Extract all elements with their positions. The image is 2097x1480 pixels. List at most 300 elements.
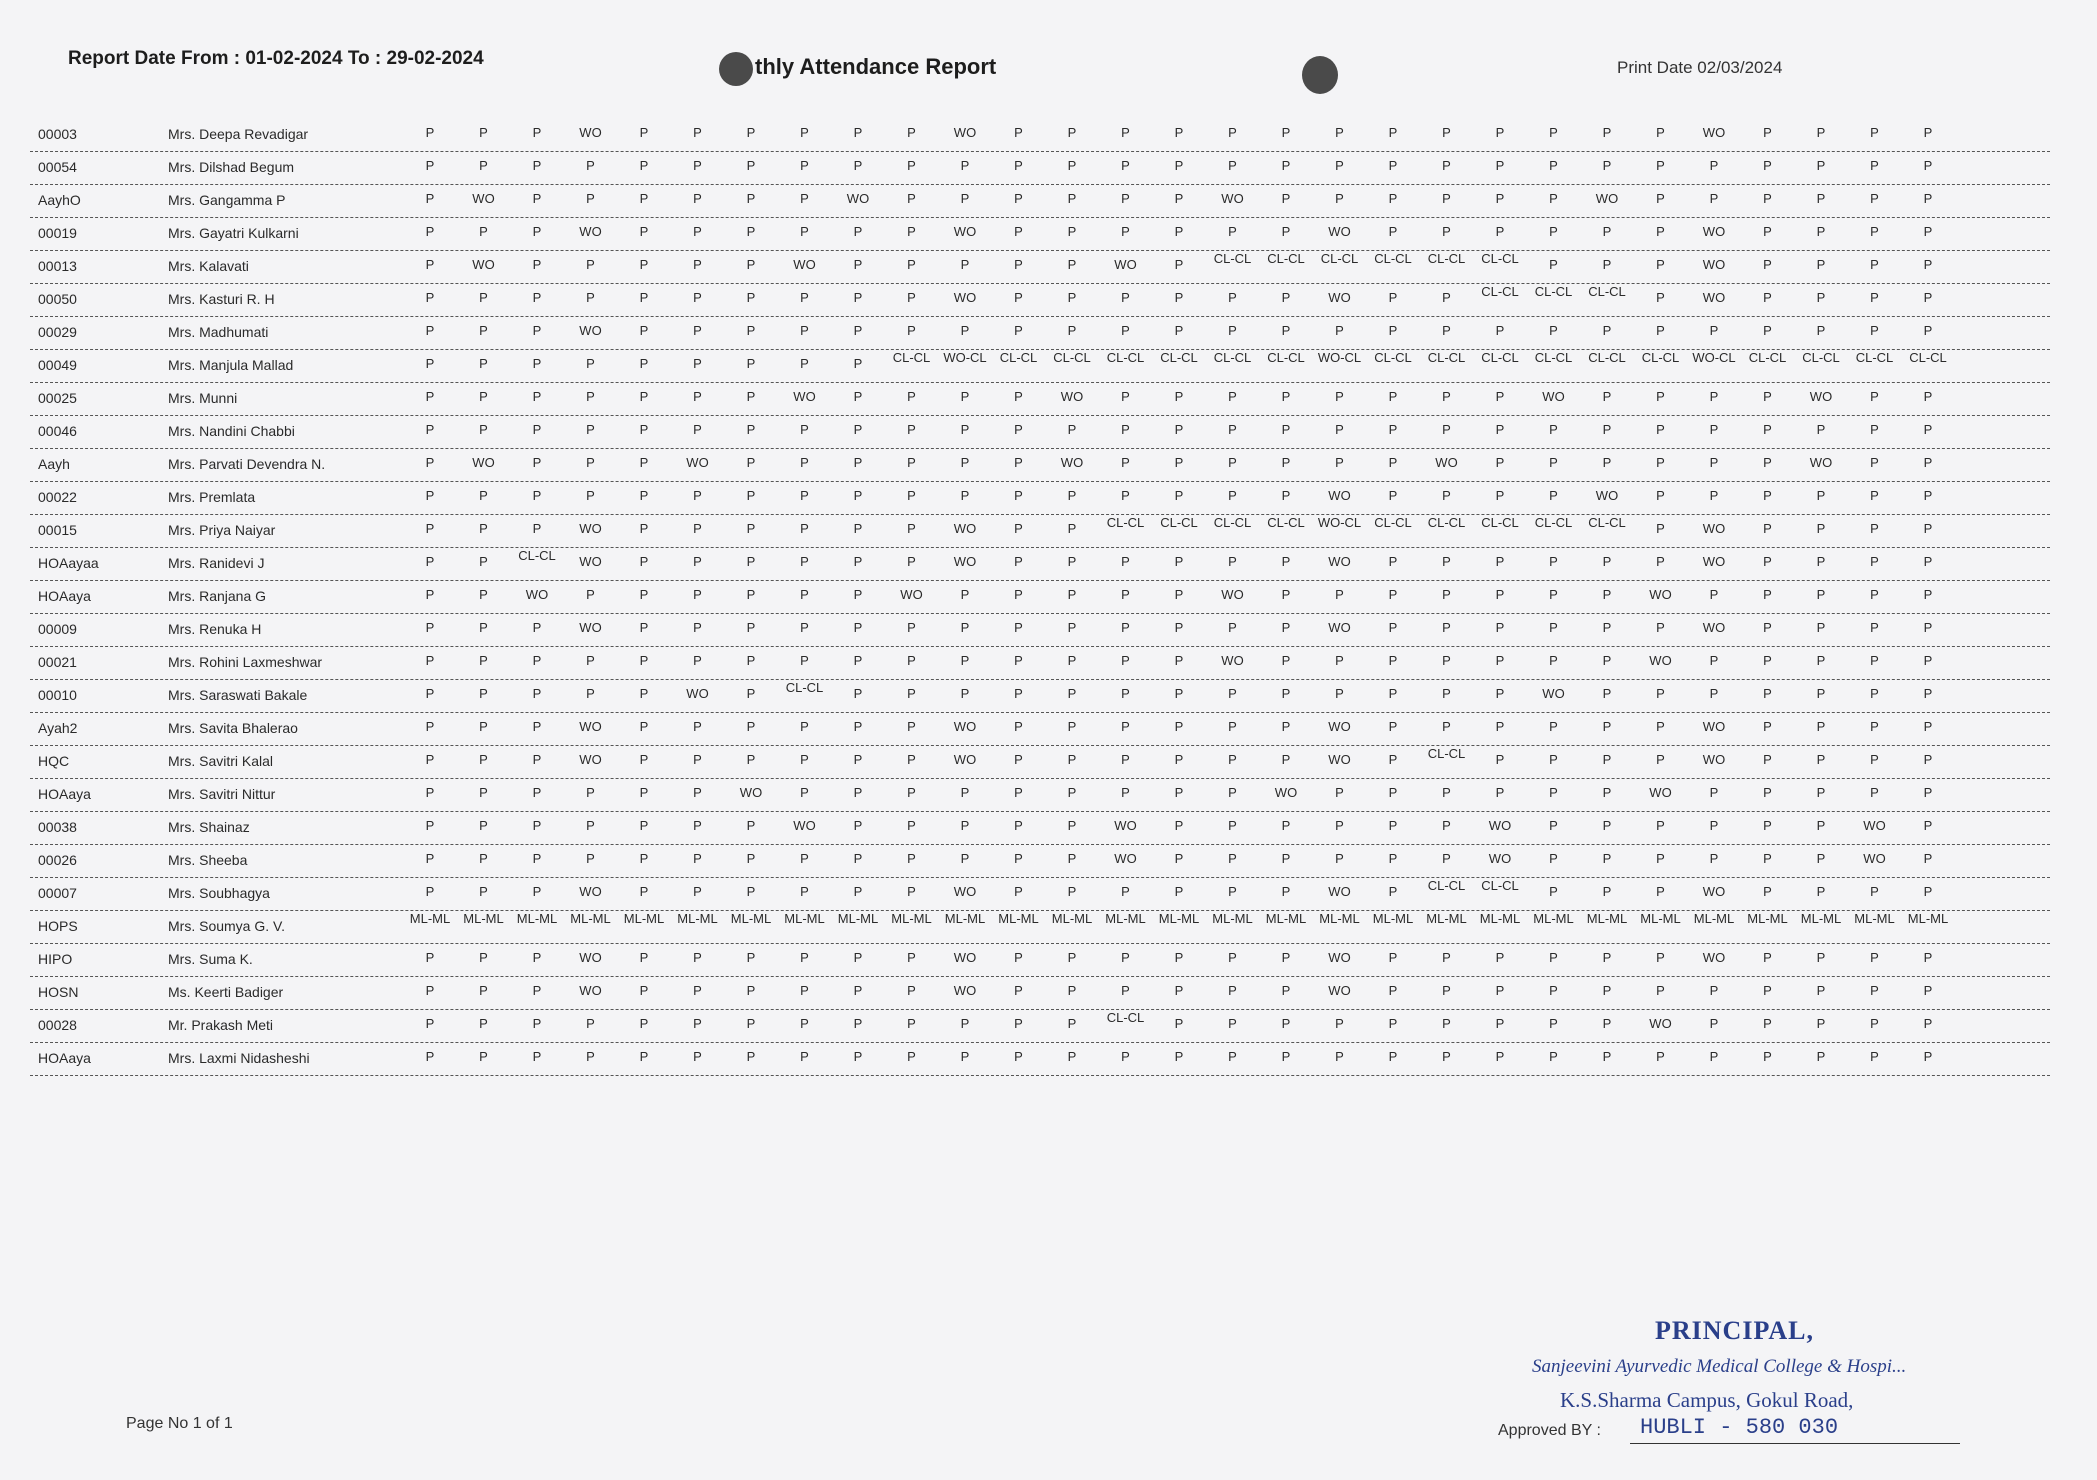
table-row — [30, 316, 2050, 350]
attendance-cell: P — [853, 488, 863, 503]
attendance-cell: P — [1602, 587, 1612, 602]
attendance-cell: P — [1602, 323, 1612, 338]
attendance-cell: WO-CL — [943, 350, 987, 365]
attendance-cell: P — [1870, 983, 1879, 998]
attendance-cell: P — [907, 224, 916, 239]
attendance-cell: P — [907, 389, 916, 404]
attendance-cell: P — [1923, 389, 1933, 404]
attendance-cell: P — [1495, 488, 1505, 503]
attendance-cell: P — [1067, 1016, 1077, 1031]
attendance-cell: P — [1121, 224, 1130, 239]
attendance-cell: P — [1121, 653, 1130, 668]
attendance-cell: P — [1549, 950, 1558, 965]
attendance-cell: P — [1656, 521, 1665, 536]
attendance-cell: CL-CL — [1267, 515, 1305, 530]
attendance-cell: P — [693, 488, 702, 503]
attendance-cell: P — [746, 521, 756, 536]
attendance-cell: CL-CL — [1106, 350, 1145, 365]
attendance-cell: CL-CL — [1374, 350, 1412, 365]
employee-code: 00025 — [38, 390, 77, 406]
attendance-cell: P — [1174, 389, 1184, 404]
attendance-cell: ML-ML — [1640, 911, 1681, 926]
attendance-cell: P — [1014, 587, 1023, 602]
attendance-cell: P — [1923, 983, 1933, 998]
attendance-cell: P — [1923, 191, 1933, 206]
attendance-cell: P — [1442, 488, 1451, 503]
attendance-cell: WO — [1542, 389, 1565, 404]
attendance-cell: P — [1067, 290, 1077, 305]
attendance-cell: P — [586, 851, 595, 866]
attendance-cell: P — [1388, 455, 1398, 470]
attendance-cell: WO — [953, 950, 977, 965]
attendance-cell: P — [1923, 455, 1933, 470]
attendance-cell: P — [1816, 521, 1826, 536]
attendance-cell: CL-CL — [1427, 251, 1466, 266]
employee-code: 00046 — [38, 423, 77, 439]
attendance-cell: P — [1602, 950, 1612, 965]
attendance-cell: P — [746, 851, 756, 866]
attendance-cell: ML-ML — [1319, 911, 1360, 926]
attendance-cell: P — [1281, 191, 1291, 206]
attendance-cell: WO — [1060, 389, 1084, 404]
attendance-cell: P — [586, 488, 595, 503]
attendance-cell: P — [1442, 620, 1451, 635]
attendance-cell: P — [639, 851, 649, 866]
attendance-cell: P — [1602, 554, 1612, 569]
table-row — [30, 448, 2050, 482]
attendance-cell: P — [532, 950, 542, 965]
table-row — [30, 1042, 2050, 1076]
attendance-cell: P — [1602, 719, 1612, 734]
attendance-cell: P — [1816, 125, 1826, 140]
attendance-cell: P — [1763, 620, 1772, 635]
attendance-cell: P — [532, 851, 542, 866]
attendance-cell: P — [479, 323, 488, 338]
attendance-cell: P — [1602, 620, 1612, 635]
attendance-cell: CL-CL — [1427, 746, 1466, 761]
attendance-cell: P — [479, 851, 488, 866]
employee-name: Mrs. Kalavati — [168, 258, 249, 274]
attendance-cell: P — [853, 455, 863, 470]
attendance-cell: P — [800, 158, 809, 173]
attendance-cell: CL-CL — [1588, 284, 1626, 299]
attendance-cell: WO — [579, 521, 602, 536]
attendance-cell: P — [1656, 818, 1665, 833]
attendance-cell: P — [1656, 323, 1665, 338]
attendance-cell: P — [1442, 323, 1451, 338]
attendance-cell: P — [746, 719, 756, 734]
attendance-cell: CL-CL — [1641, 350, 1680, 365]
attendance-cell: P — [907, 191, 916, 206]
attendance-cell: P — [960, 620, 970, 635]
attendance-cell: P — [1602, 851, 1612, 866]
attendance-cell: P — [1495, 422, 1505, 437]
attendance-cell: P — [1067, 785, 1077, 800]
attendance-cell: P — [800, 587, 809, 602]
employee-code: HQC — [38, 753, 70, 769]
attendance-cell: WO — [1328, 950, 1351, 965]
attendance-cell: P — [907, 422, 916, 437]
attendance-cell: CL-CL — [1160, 515, 1198, 530]
employee-code: 00054 — [38, 159, 77, 175]
employee-code: 00007 — [38, 885, 77, 901]
attendance-cell: WO — [739, 785, 763, 800]
attendance-cell: P — [1816, 818, 1826, 833]
attendance-cell: P — [1121, 158, 1130, 173]
attendance-cell: WO — [1649, 1016, 1672, 1031]
attendance-cell: P — [853, 257, 863, 272]
attendance-cell: WO — [1702, 257, 1726, 272]
attendance-cell: P — [479, 1049, 488, 1064]
attendance-cell: P — [1763, 158, 1772, 173]
attendance-cell: P — [746, 422, 756, 437]
attendance-cell: P — [960, 323, 970, 338]
attendance-cell: P — [1763, 752, 1772, 767]
attendance-cell: P — [693, 653, 702, 668]
attendance-cell: P — [1602, 686, 1612, 701]
attendance-cell: P — [586, 389, 595, 404]
employee-name: Mrs. Nandini Chabbi — [168, 423, 295, 439]
attendance-cell: WO — [1702, 521, 1726, 536]
attendance-cell: P — [1816, 620, 1826, 635]
attendance-cell: P — [1870, 554, 1879, 569]
employee-code: 00026 — [38, 852, 77, 868]
attendance-cell: P — [639, 257, 649, 272]
attendance-cell: P — [1121, 620, 1130, 635]
attendance-cell: P — [1495, 1016, 1505, 1031]
employee-name: Mrs. Gangamma P — [168, 192, 286, 208]
attendance-cell: P — [746, 1016, 756, 1031]
attendance-cell: P — [693, 851, 702, 866]
attendance-cell: P — [1067, 257, 1077, 272]
employee-code: 00003 — [38, 126, 77, 142]
attendance-cell: P — [586, 1049, 595, 1064]
attendance-cell: ML-ML — [1105, 911, 1146, 926]
attendance-cell: P — [1549, 818, 1558, 833]
attendance-cell: P — [1388, 752, 1398, 767]
attendance-cell: ML-ML — [1586, 911, 1628, 926]
attendance-cell: P — [1228, 851, 1237, 866]
attendance-cell: P — [1656, 620, 1665, 635]
attendance-cell: P — [1067, 686, 1077, 701]
attendance-cell: P — [1495, 620, 1505, 635]
attendance-cell: P — [1763, 521, 1772, 536]
attendance-cell: P — [800, 1016, 809, 1031]
attendance-cell: P — [1281, 851, 1291, 866]
attendance-cell: CL-CL — [1267, 350, 1305, 365]
attendance-cell: P — [1495, 224, 1505, 239]
attendance-cell: P — [1602, 653, 1612, 668]
attendance-cell: P — [425, 422, 435, 437]
employee-code: 00050 — [38, 291, 77, 307]
attendance-cell: P — [853, 224, 863, 239]
employee-code: 00010 — [38, 687, 77, 703]
attendance-cell: WO — [1328, 224, 1351, 239]
attendance-cell: P — [479, 389, 488, 404]
attendance-cell: P — [1067, 224, 1077, 239]
attendance-cell: P — [1442, 1016, 1451, 1031]
attendance-cell: P — [479, 1016, 488, 1031]
attendance-cell: P — [1763, 290, 1772, 305]
attendance-cell: P — [853, 983, 863, 998]
attendance-cell: ML-ML — [677, 911, 718, 926]
attendance-cell: WO — [953, 125, 977, 140]
attendance-cell: P — [1388, 191, 1398, 206]
attendance-cell: P — [907, 719, 916, 734]
attendance-cell: P — [1388, 653, 1398, 668]
attendance-cell: P — [907, 290, 916, 305]
attendance-cell: P — [853, 818, 863, 833]
attendance-cell: P — [907, 653, 916, 668]
attendance-cell: P — [479, 653, 488, 668]
attendance-cell: P — [1870, 422, 1879, 437]
attendance-cell: P — [1656, 191, 1665, 206]
attendance-cell: P — [1709, 191, 1719, 206]
attendance-cell: WO — [472, 191, 495, 206]
attendance-cell: P — [853, 851, 863, 866]
attendance-cell: P — [1656, 224, 1665, 239]
attendance-cell: P — [853, 422, 863, 437]
attendance-cell: CL-CL — [1909, 350, 1947, 365]
attendance-cell: P — [960, 422, 970, 437]
attendance-cell: P — [1870, 1049, 1879, 1064]
attendance-cell: WO — [1328, 719, 1351, 734]
attendance-cell: P — [532, 488, 542, 503]
attendance-cell: P — [1174, 1049, 1184, 1064]
attendance-cell: WO — [1328, 752, 1351, 767]
attendance-cell: P — [1228, 488, 1237, 503]
attendance-cell: P — [746, 983, 756, 998]
attendance-cell: P — [1067, 1049, 1077, 1064]
attendance-cell: P — [1656, 290, 1665, 305]
attendance-cell: P — [586, 290, 595, 305]
attendance-cell: P — [1281, 1016, 1291, 1031]
attendance-cell: P — [532, 224, 542, 239]
attendance-cell: P — [1656, 389, 1665, 404]
employee-code: 00049 — [38, 357, 77, 373]
attendance-cell: P — [853, 323, 863, 338]
attendance-cell: P — [1763, 323, 1772, 338]
attendance-cell: P — [693, 1016, 702, 1031]
attendance-cell: P — [1014, 752, 1023, 767]
attendance-cell: CL-CL — [1534, 515, 1573, 530]
attendance-cell: P — [1816, 851, 1826, 866]
attendance-cell: P — [1067, 884, 1077, 899]
attendance-cell: P — [1870, 125, 1879, 140]
attendance-cell: P — [425, 521, 435, 536]
attendance-cell: P — [479, 290, 488, 305]
attendance-cell: P — [1014, 191, 1023, 206]
attendance-cell: P — [1388, 686, 1398, 701]
attendance-cell: P — [1174, 686, 1184, 701]
attendance-cell: P — [532, 653, 542, 668]
attendance-cell: WO — [579, 620, 602, 635]
attendance-cell: CL-CL — [1481, 878, 1519, 893]
table-row — [30, 349, 2050, 383]
employee-name: Mrs. Savitri Nittur — [168, 786, 276, 802]
attendance-cell: ML-ML — [998, 911, 1039, 926]
attendance-cell: P — [1335, 389, 1344, 404]
attendance-cell: P — [1388, 125, 1398, 140]
attendance-cell: P — [639, 422, 649, 437]
employee-name: Mrs. Soubhagya — [168, 885, 270, 901]
employee-name: Mrs. Suma K. — [168, 951, 253, 967]
attendance-cell: P — [746, 1049, 756, 1064]
attendance-cell: P — [479, 884, 488, 899]
attendance-cell: P — [800, 884, 809, 899]
employee-code: 00038 — [38, 819, 77, 835]
attendance-cell: P — [479, 785, 488, 800]
attendance-cell: P — [960, 257, 970, 272]
attendance-cell: P — [639, 488, 649, 503]
attendance-cell: WO — [579, 983, 602, 998]
attendance-cell: P — [1602, 752, 1612, 767]
attendance-cell: P — [639, 983, 649, 998]
employee-code: HOAaya — [38, 786, 91, 802]
attendance-cell: WO — [953, 884, 977, 899]
attendance-cell: P — [1388, 785, 1398, 800]
attendance-cell: P — [639, 158, 649, 173]
attendance-cell: CL-CL — [892, 350, 931, 365]
attendance-cell: P — [425, 884, 435, 899]
attendance-cell: P — [1121, 422, 1130, 437]
attendance-cell: P — [800, 224, 809, 239]
attendance-cell: WO — [579, 752, 602, 767]
attendance-cell: ML-ML — [1212, 911, 1253, 926]
attendance-cell: ML-ML — [1800, 911, 1842, 926]
table-row — [30, 250, 2050, 284]
attendance-cell: P — [1174, 884, 1184, 899]
attendance-cell: P — [1923, 224, 1933, 239]
table-row — [30, 613, 2050, 647]
attendance-cell: P — [1763, 587, 1772, 602]
attendance-cell: P — [746, 587, 756, 602]
attendance-cell: P — [1870, 158, 1879, 173]
table-row — [30, 151, 2050, 185]
attendance-cell: P — [532, 752, 542, 767]
attendance-cell: WO — [1114, 257, 1137, 272]
attendance-cell: P — [1709, 818, 1719, 833]
employee-code: HOAaya — [38, 588, 91, 604]
attendance-cell: P — [746, 620, 756, 635]
attendance-cell: P — [1870, 752, 1879, 767]
attendance-cell: P — [1388, 158, 1398, 173]
attendance-cell: P — [1335, 455, 1344, 470]
attendance-cell: P — [1549, 158, 1558, 173]
attendance-cell: P — [1228, 719, 1237, 734]
attendance-cell: P — [479, 158, 488, 173]
attendance-cell: P — [1870, 653, 1879, 668]
attendance-cell: P — [693, 554, 702, 569]
attendance-cell: P — [639, 653, 649, 668]
attendance-cell: P — [1816, 290, 1826, 305]
attendance-cell: P — [853, 884, 863, 899]
attendance-cell: P — [693, 224, 702, 239]
attendance-cell: P — [693, 257, 702, 272]
attendance-cell: P — [1388, 983, 1398, 998]
attendance-cell: CL-CL — [1213, 515, 1252, 530]
attendance-cell: P — [1602, 1016, 1612, 1031]
attendance-cell: P — [1763, 719, 1772, 734]
attendance-cell: WO — [1702, 884, 1726, 899]
attendance-cell: P — [1281, 818, 1291, 833]
attendance-cell: WO — [1114, 818, 1137, 833]
attendance-cell: WO — [953, 224, 977, 239]
attendance-cell: P — [1174, 983, 1184, 998]
approved-by-label: Approved BY : — [1498, 1422, 1601, 1439]
attendance-cell: P — [1816, 785, 1826, 800]
attendance-cell: CL-CL — [1481, 251, 1519, 266]
attendance-cell: P — [1709, 785, 1719, 800]
attendance-cell: P — [1014, 389, 1023, 404]
attendance-cell: P — [746, 224, 756, 239]
attendance-cell: P — [693, 422, 702, 437]
table-row — [30, 877, 2050, 911]
attendance-cell: P — [425, 1049, 435, 1064]
attendance-cell: WO — [1702, 620, 1726, 635]
attendance-cell: P — [1174, 158, 1184, 173]
attendance-cell: P — [532, 389, 542, 404]
attendance-cell: P — [639, 323, 649, 338]
attendance-cell: WO — [686, 455, 709, 470]
attendance-cell: P — [1602, 224, 1612, 239]
attendance-cell: P — [1602, 455, 1612, 470]
attendance-cell: P — [907, 752, 916, 767]
attendance-cell: P — [1174, 785, 1184, 800]
attendance-cell: P — [1763, 686, 1772, 701]
attendance-cell: P — [1388, 818, 1398, 833]
table-row — [30, 976, 2050, 1010]
attendance-cell: P — [693, 521, 702, 536]
attendance-cell: WO — [579, 224, 602, 239]
attendance-cell: P — [1281, 422, 1291, 437]
attendance-cell: P — [800, 356, 809, 371]
attendance-cell: P — [1174, 653, 1184, 668]
attendance-cell: WO — [953, 983, 977, 998]
attendance-cell: P — [1442, 983, 1451, 998]
attendance-cell: P — [1174, 323, 1184, 338]
employee-name: Mrs. Savitri Kalal — [168, 753, 274, 769]
attendance-cell: WO — [1488, 818, 1512, 833]
employee-code: 00028 — [38, 1017, 77, 1033]
attendance-cell: WO — [1702, 719, 1726, 734]
attendance-cell: P — [1335, 191, 1344, 206]
attendance-cell: P — [853, 554, 863, 569]
attendance-cell: P — [800, 422, 809, 437]
attendance-cell: P — [1442, 125, 1451, 140]
attendance-cell: P — [1763, 224, 1772, 239]
attendance-cell: P — [907, 785, 916, 800]
attendance-cell: P — [1281, 554, 1291, 569]
attendance-cell: P — [1067, 488, 1077, 503]
attendance-cell: P — [1709, 686, 1719, 701]
attendance-cell: P — [1763, 191, 1772, 206]
employee-name: Mrs. Shainaz — [168, 819, 250, 835]
attendance-cell: P — [425, 554, 435, 569]
attendance-cell: P — [853, 1016, 863, 1031]
attendance-cell: P — [532, 1016, 542, 1031]
report-date-range: Report Date From : 01-02-2024 To : 29-02-2024 — [68, 48, 484, 69]
attendance-cell: WO — [1863, 818, 1886, 833]
attendance-cell: P — [800, 455, 809, 470]
attendance-cell: P — [1442, 554, 1451, 569]
employee-name: Mrs. Laxmi Nidasheshi — [168, 1050, 310, 1066]
attendance-cell: ML-ML — [409, 911, 451, 926]
attendance-cell: WO — [1702, 125, 1726, 140]
attendance-cell: P — [1388, 290, 1398, 305]
attendance-cell: P — [1709, 455, 1719, 470]
attendance-cell: P — [1281, 125, 1291, 140]
